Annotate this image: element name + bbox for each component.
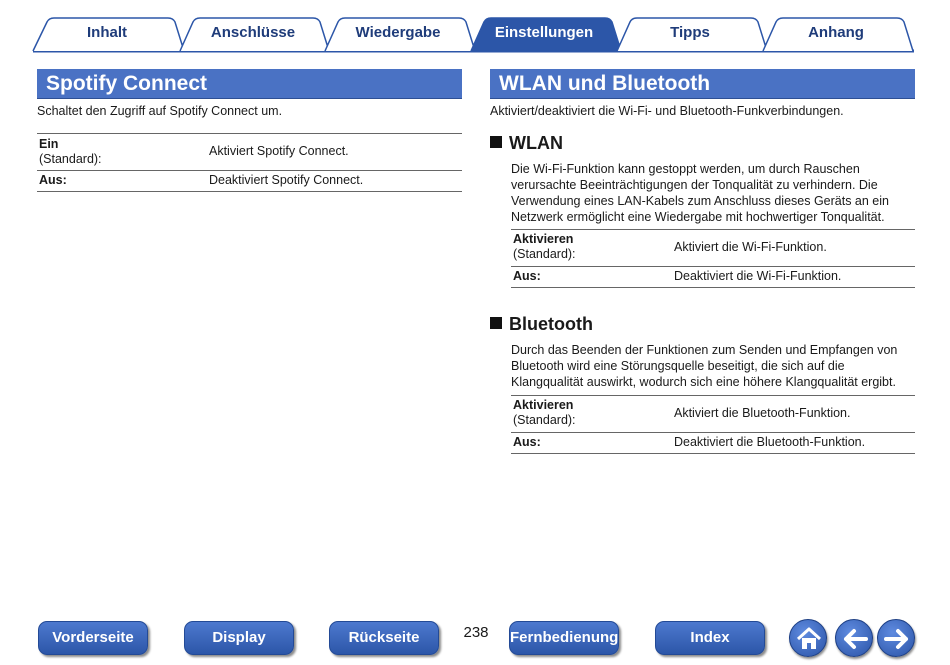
table-row: [511, 267, 915, 288]
previous-page-button[interactable]: [835, 619, 873, 657]
option-value: Deaktiviert Spotify Connect.: [209, 173, 364, 187]
bluetooth-description: [511, 342, 915, 390]
next-page-button[interactable]: [877, 619, 915, 657]
paragraph-line: Klangqualität auswirkt, wodurch sich eine höhere Klangqualität ergibt.: [511, 375, 896, 389]
home-icon: [790, 620, 828, 658]
option-key: [39, 173, 67, 188]
bluetooth-options-table: [511, 395, 915, 454]
table-row: [511, 230, 915, 267]
paragraph-line: verursachte Beeinträchtigungen der Tonqualität zu verhindern. Die: [511, 178, 878, 192]
page-number: 238: [463, 624, 489, 641]
option-key-label: Aus:: [513, 435, 541, 449]
display-button[interactable]: Display: [184, 621, 294, 655]
bluetooth-heading-text: Bluetooth: [509, 314, 593, 334]
wlan-heading-text: WLAN: [509, 133, 563, 153]
option-key: [513, 269, 541, 284]
paragraph-line: Die Wi-Fi-Funktion kann gestoppt werden, um durch Rauschen: [511, 162, 860, 176]
table-row: [37, 171, 462, 192]
option-key: [513, 435, 541, 450]
fernbedienung-button[interactable]: Fernbedienung: [509, 621, 619, 655]
spotify-intro: Schaltet den Zugriff auf Spotify Connect um.: [37, 104, 283, 118]
paragraph-line: Netzwerk ermöglicht eine Wiedergabe mit hochwertiger Tonqualität.: [511, 210, 885, 224]
option-value: Aktiviert die Wi-Fi-Funktion.: [674, 240, 827, 254]
option-value: Deaktiviert die Wi-Fi-Funktion.: [674, 269, 842, 283]
option-key-label: Ein: [39, 137, 59, 151]
arrow-left-icon: [836, 620, 874, 658]
option-key: [39, 137, 102, 167]
wlan-options-table: [511, 229, 915, 288]
option-key: [513, 232, 576, 262]
home-button[interactable]: [789, 619, 827, 657]
table-row: [511, 433, 915, 454]
bluetooth-heading: [490, 313, 593, 335]
wlan-description: [511, 161, 915, 225]
tab-bar: [0, 0, 950, 56]
spotify-section-title: Spotify Connect: [37, 69, 462, 99]
option-key-label: Aktivieren: [513, 398, 574, 412]
table-row: [511, 396, 915, 433]
vorderseite-button[interactable]: Vorderseite: [38, 621, 148, 655]
rueckseite-button[interactable]: Rückseite: [329, 621, 439, 655]
square-bullet-icon: [490, 317, 502, 329]
option-key-label: Aus:: [39, 173, 67, 187]
option-key-note: (Standard):: [39, 152, 102, 166]
paragraph-line: Verwendung eines LAN-Kabels zum Anschluss dieses Geräts an ein: [511, 194, 889, 208]
square-bullet-icon: [490, 136, 502, 148]
paragraph-line: Bluetooth wird eine Störungsquelle beseitigt, die sich auf die: [511, 359, 845, 373]
option-key-note: (Standard):: [513, 413, 576, 427]
option-value: Aktiviert Spotify Connect.: [209, 144, 349, 158]
tab-tipps[interactable]: Tipps: [670, 24, 710, 41]
wlan-heading: [490, 132, 563, 154]
option-key-note: (Standard):: [513, 247, 576, 261]
option-key-label: Aus:: [513, 269, 541, 283]
wireless-section-title: WLAN und Bluetooth: [490, 69, 915, 99]
tab-einstellungen[interactable]: Einstellungen: [494, 24, 594, 41]
tab-anschluesse[interactable]: Anschlüsse: [210, 24, 296, 41]
option-value: Deaktiviert die Bluetooth-Funktion.: [674, 435, 866, 449]
index-button[interactable]: Index: [655, 621, 765, 655]
tab-wiedergabe[interactable]: Wiedergabe: [355, 24, 441, 41]
option-key: [513, 398, 576, 428]
option-key-label: Aktivieren: [513, 232, 574, 246]
arrow-right-icon: [878, 620, 916, 658]
tab-inhalt[interactable]: Inhalt: [87, 24, 127, 41]
option-value: Aktiviert die Bluetooth-Funktion.: [674, 406, 851, 420]
spotify-options-table: [37, 133, 462, 192]
tab-anhang[interactable]: Anhang: [808, 24, 864, 41]
wireless-intro: Aktiviert/deaktiviert die Wi-Fi- und Bluetooth-Funkverbindungen.: [490, 104, 844, 118]
table-row: [37, 134, 462, 171]
paragraph-line: Durch das Beenden der Funktionen zum Senden und Empfangen von: [511, 343, 898, 357]
